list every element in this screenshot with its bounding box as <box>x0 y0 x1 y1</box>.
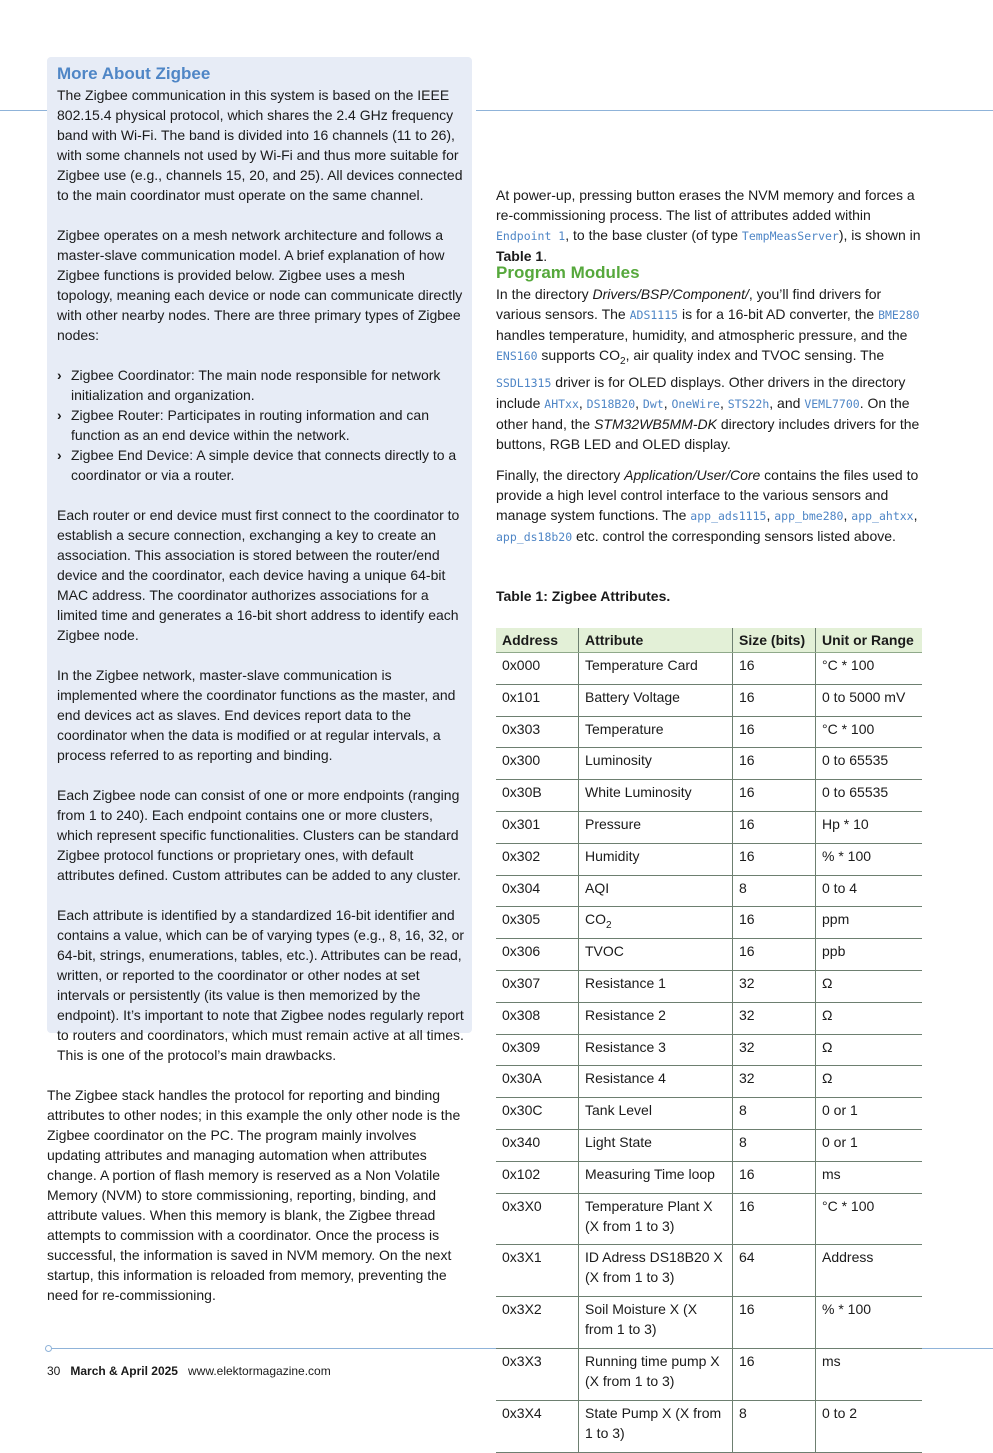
cell-address: 0x309 <box>496 1034 579 1066</box>
cell-unit: Ω <box>816 970 923 1002</box>
table-row <box>496 939 922 971</box>
cell-unit: % * 100 <box>816 843 923 875</box>
table-header-row <box>496 628 922 653</box>
page-number: 30 <box>47 1364 61 1378</box>
cell-size: 32 <box>733 1066 816 1098</box>
table-row <box>496 811 922 843</box>
cell-attribute: $CO_2$ <box>579 907 733 939</box>
modules-paragraph: In the directory Drivers/BSP/Component/, you’ll find drivers for various sensors. The ADS1115 is for a 16-bit AD converter, the BME280 handles temperature, humidity, and atmospheric pressure, and the ENS160 supports $CO_2$, air quality index and TVOC sensing. The SSDL1315 driver is for OLED displays. Other drivers in the directory include AHTxx, DS18B20, Dwt, OneWire, STS22h, and VEML7700. On the other hand, the STM32WB5MM-DK directory includes drivers for the buttons, RGB LED and OLED display. <box>496 286 920 452</box>
issue-date: March & April 2025 <box>70 1364 178 1378</box>
list-item <box>57 405 464 445</box>
cell-size: 32 <box>733 970 816 1002</box>
cell-address: 0x307 <box>496 970 579 1002</box>
cell-address: 0x306 <box>496 939 579 971</box>
zigbee-sidebar-box <box>47 57 472 1063</box>
cell-address: 0x30C <box>496 1098 579 1130</box>
cell-attribute: Resistance 1 <box>579 970 733 1002</box>
table-row <box>496 1297 922 1349</box>
cell-size: 8 <box>733 1400 816 1452</box>
list-item <box>57 365 464 405</box>
cell-unit: Address <box>816 1245 923 1297</box>
sidebar-paragraph-5: Each Zigbee node can consist of one or more endpoints (ranging from 1 to 240). Each endpoint contains one or more clusters, which represent specific functionalities. Clusters can be standard Zigbee protocol functions or proprietary ones, with default attributes defined. Custom attributes can be added to any cluster. <box>57 787 461 883</box>
cell-address: 0x3X0 <box>496 1193 579 1245</box>
sidebar-paragraph-6: Each attribute is identified by a standardized 16-bit identifier and contains a value, which can be of varying types (e.g., 8, 16, 32, or 64-bit, strings, enumerations, tables, etc.). Attributes can be read, written, or reported to the coordinator or other nodes at set intervals or persistently (its value is then memorized by the endpoint). It’s important to note that Zigbee nodes regularly report to routers and coordinators, which must remain active at all times. This is one of the protocol’s main drawbacks. <box>57 907 465 1063</box>
cell-size: 16 <box>733 1193 816 1245</box>
table-row <box>496 1129 922 1161</box>
cell-unit: 0 to 65535 <box>816 780 923 812</box>
cell-attribute: Luminosity <box>579 748 733 780</box>
chevron-right-icon: › <box>57 367 62 383</box>
chevron-right-icon: › <box>57 447 62 463</box>
cell-unit: °C * 100 <box>816 653 923 685</box>
cell-address: 0x30B <box>496 780 579 812</box>
cell-size: 16 <box>733 653 816 685</box>
cell-address: 0x3X4 <box>496 1400 579 1452</box>
cell-attribute: Light State <box>579 1129 733 1161</box>
cell-address: 0x30A <box>496 1066 579 1098</box>
cell-attribute: Resistance 3 <box>579 1034 733 1066</box>
cell-unit: 0 to 4 <box>816 875 923 907</box>
top-left-rule <box>0 110 47 111</box>
cell-address: 0x301 <box>496 811 579 843</box>
bottom-rule-dot <box>45 1345 52 1352</box>
cell-unit: 0 to 2 <box>816 1400 923 1452</box>
cell-address: 0x302 <box>496 843 579 875</box>
table-row <box>496 716 922 748</box>
cell-unit: Ω <box>816 1066 923 1098</box>
sidebar-paragraph-1: The Zigbee communication in this system is based on the IEEE 802.15.4 physical protocol, which shares the 2.4 GHz frequency band with Wi-Fi. The band is divided into 16 channels (11 to 26), with some channels not used by Wi-Fi and thus more suitable for Zigbee use (e.g., channels 15, 20, and 25). All devices connected to the main coordinator must operate on the same channel. <box>57 87 463 203</box>
column-header-attribute: Attribute <box>579 628 733 653</box>
cell-size: 16 <box>733 907 816 939</box>
cell-address: 0x000 <box>496 653 579 685</box>
cell-unit: ppb <box>816 939 923 971</box>
list-item <box>57 445 464 485</box>
cell-attribute: Battery Voltage <box>579 684 733 716</box>
cell-address: 0x101 <box>496 684 579 716</box>
table-row <box>496 843 922 875</box>
bullet-text: Zigbee Router: Participates in routing information and can function as an end device within the network. <box>71 407 429 443</box>
sidebar-paragraph-4: In the Zigbee network, master-slave communication is implemented where the coordinator functions as the master, and end devices act as slaves. End devices report data to the coordinator when the data is modified or at regular intervals, a process referred to as reporting and binding. <box>57 667 456 763</box>
table-row <box>496 1034 922 1066</box>
cell-unit: 0 to 5000 mV <box>816 684 923 716</box>
cell-unit: 0 or 1 <box>816 1098 923 1130</box>
cell-attribute: AQI <box>579 875 733 907</box>
cell-address: 0x3X2 <box>496 1297 579 1349</box>
cell-size: 8 <box>733 875 816 907</box>
table-row <box>496 1400 922 1452</box>
cell-attribute: Running time pump X (X from 1 to 3) <box>579 1348 733 1400</box>
cell-attribute: Measuring Time loop <box>579 1161 733 1193</box>
cell-attribute: State Pump X (X from 1 to 3) <box>579 1400 733 1452</box>
cell-attribute: Temperature Card <box>579 653 733 685</box>
cell-unit: 0 or 1 <box>816 1129 923 1161</box>
top-right-rule <box>476 110 993 111</box>
cell-address: 0x102 <box>496 1161 579 1193</box>
cell-attribute: Tank Level <box>579 1098 733 1130</box>
cell-size: 8 <box>733 1098 816 1130</box>
cell-unit: °C * 100 <box>816 716 923 748</box>
cell-size: 16 <box>733 748 816 780</box>
cell-address: 0x340 <box>496 1129 579 1161</box>
cell-attribute: Humidity <box>579 843 733 875</box>
cell-attribute: ID Adress DS18B20 X (X from 1 to 3) <box>579 1245 733 1297</box>
table-row <box>496 780 922 812</box>
table-row <box>496 653 922 685</box>
table-row <box>496 1245 922 1297</box>
table-reference: Table 1 <box>496 248 544 264</box>
sidebar-paragraph-3: Each router or end device must first connect to the coordinator to establish a secure connection, exchanging a key to create an association. This association is stored between the router/end device and the coordinator, each device having a unique 64-bit MAC address. The coordinator authorizes associations for a limited time and generates a 16-bit short address to identify each Zigbee node. <box>57 507 460 643</box>
code-endpoint: Endpoint 1 <box>496 229 566 243</box>
program-modules-heading: Program Modules <box>496 263 640 282</box>
sidebar-paragraph-2: Zigbee operates on a mesh network architecture and follows a master-slave communication model. A brief explanation of how Zigbee functions is provided below. Zigbee uses a mesh topology, meaning each device or node can communicate directly with other nearby nodes. There are three primary types of Zigbee nodes: <box>57 227 463 343</box>
cell-address: 0x300 <box>496 748 579 780</box>
cell-size: 64 <box>733 1245 816 1297</box>
cell-size: 16 <box>733 684 816 716</box>
cell-size: 32 <box>733 1002 816 1034</box>
cell-size: 16 <box>733 1161 816 1193</box>
cell-attribute: White Luminosity <box>579 780 733 812</box>
cell-attribute: TVOC <box>579 939 733 971</box>
cell-address: 0x3X3 <box>496 1348 579 1400</box>
cell-attribute: Resistance 4 <box>579 1066 733 1098</box>
table-row <box>496 1066 922 1098</box>
table-row <box>496 1002 922 1034</box>
table-row <box>496 684 922 716</box>
cell-address: 0x305 <box>496 907 579 939</box>
cell-size: 32 <box>733 1034 816 1066</box>
cell-unit: % * 100 <box>816 1297 923 1349</box>
column-header-size: Size (bits) <box>733 628 816 653</box>
cell-unit: Ω <box>816 1034 923 1066</box>
cell-attribute: Temperature Plant X (X from 1 to 3) <box>579 1193 733 1245</box>
intro-paragraph: At power-up, pressing button erases the NVM memory and forces a re-commissioning process. The list of attributes added within Endpoint 1, to the base cluster (of type TempMeasServer), is shown in Table 1. <box>496 187 921 264</box>
cell-unit: Hp * 10 <box>816 811 923 843</box>
table-caption: Table 1: Zigbee Attributes. <box>496 588 671 604</box>
cell-address: 0x304 <box>496 875 579 907</box>
cell-size: 16 <box>733 1348 816 1400</box>
cell-attribute: Resistance 2 <box>579 1002 733 1034</box>
cell-size: 16 <box>733 1297 816 1349</box>
table-row <box>496 1161 922 1193</box>
code-cluster-type: TempMeasServer <box>741 229 839 243</box>
sidebar-title: More About Zigbee <box>57 64 211 83</box>
cell-size: 16 <box>733 811 816 843</box>
cell-size: 8 <box>733 1129 816 1161</box>
cell-size: 16 <box>733 780 816 812</box>
table-row <box>496 875 922 907</box>
body-paragraph-nvm: The Zigbee stack handles the protocol for reporting and binding attributes to other nodes; in this example the only other node is the Zigbee coordinator on the PC. The program mainly involves updating attributes and managing automation when attributes change. A portion of flash memory is reserved as a Non Volatile Memory (NVM) to store commissioning, reporting, binding, and attribute values. When this memory is blank, the Zigbee thread attempts to commission with a coordinator. Once the process is successful, the information is saved in NVM memory. On the next startup, this information is reloaded from memory, preventing the need for re-commissioning. <box>47 1087 461 1303</box>
node-types-list <box>57 365 464 485</box>
column-header-address: Address <box>496 628 579 653</box>
table-row <box>496 1098 922 1130</box>
website: www.elektormagazine.com <box>188 1364 331 1378</box>
bullet-text: Zigbee Coordinator: The main node responsible for network initialization and organization. <box>71 367 441 403</box>
cell-attribute: Soil Moisture X (X from 1 to 3) <box>579 1297 733 1349</box>
finally-paragraph: Finally, the directory Application/User/Core contains the files used to provide a high level control interface to the various sensors and manage system functions. The app_ads1115, app_bme280, app_ahtxx, app_ds18b20 etc. control the corresponding sensors listed above. <box>496 467 919 544</box>
cell-unit: 0 to 65535 <box>816 748 923 780</box>
page-footer <box>47 1364 331 1378</box>
column-header-unit: Unit or Range <box>816 628 923 653</box>
cell-unit: Ω <box>816 1002 923 1034</box>
cell-unit: ms <box>816 1161 923 1193</box>
table-row <box>496 970 922 1002</box>
cell-address: 0x303 <box>496 716 579 748</box>
cell-attribute: Pressure <box>579 811 733 843</box>
cell-unit: ms <box>816 1348 923 1400</box>
cell-size: 16 <box>733 716 816 748</box>
cell-unit: °C * 100 <box>816 1193 923 1245</box>
cell-address: 0x308 <box>496 1002 579 1034</box>
cell-address: 0x3X1 <box>496 1245 579 1297</box>
cell-unit: ppm <box>816 907 923 939</box>
cell-attribute: Temperature <box>579 716 733 748</box>
table-row <box>496 1348 922 1400</box>
table-row <box>496 748 922 780</box>
chevron-right-icon: › <box>57 407 62 423</box>
bullet-text: Zigbee End Device: A simple device that connects directly to a coordinator or via a router. <box>71 447 457 483</box>
cell-size: 16 <box>733 843 816 875</box>
zigbee-attributes-table <box>496 628 922 1453</box>
table-row <box>496 1193 922 1245</box>
cell-size: 16 <box>733 939 816 971</box>
table-row <box>496 907 922 939</box>
